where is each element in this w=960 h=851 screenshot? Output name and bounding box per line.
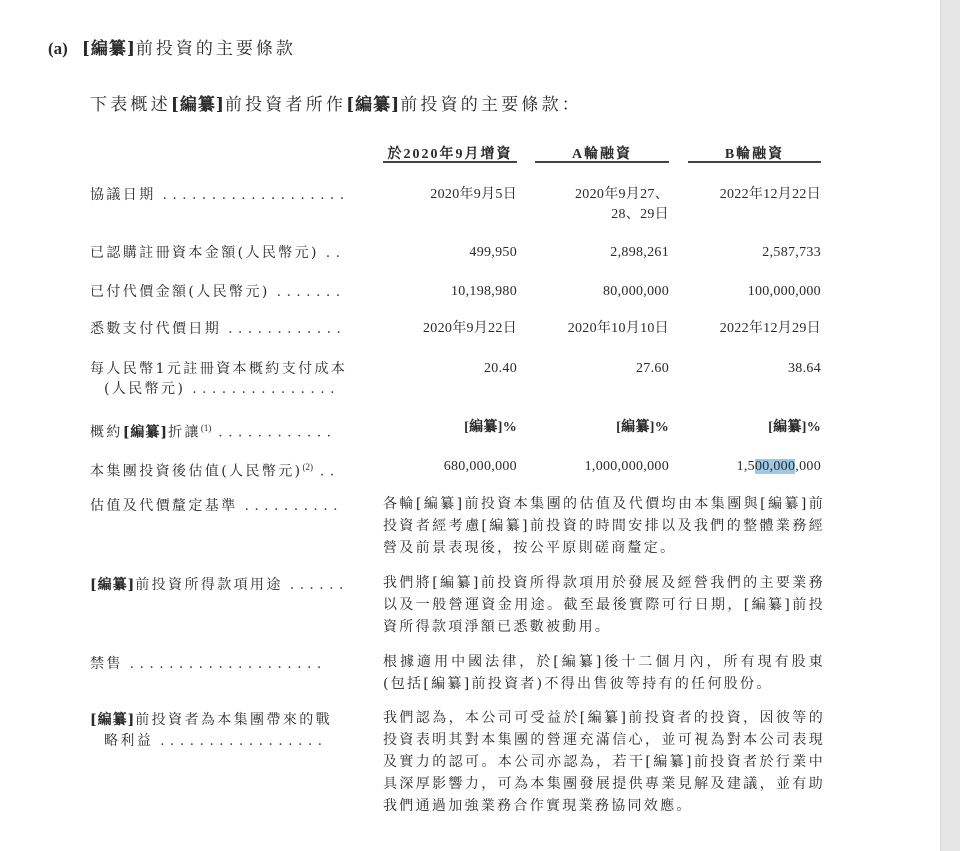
intro-text: 前投資的主要條款： — [400, 95, 583, 115]
label-text: 悉數支付代價日期 — [90, 321, 222, 337]
section-heading — [48, 34, 296, 59]
cell-subscribed-capital-col1: 499,950 — [469, 245, 517, 260]
column-header-series-a — [535, 143, 669, 163]
row-label-strategic-benefits-line2 — [90, 731, 366, 751]
paragraph-valuation-basis: 各輪[編纂]前投資本集團的估值及代價均由本集團與[編纂]前投資者經考慮[編纂]前投資的時間安排以及我們的整體業務經營及前景表現後，按公平原則磋商釐定。 — [383, 496, 825, 556]
footnote-marker: (2) — [302, 462, 314, 472]
cell-cost-per-rmb-col2: 27.60 — [636, 361, 669, 376]
header-text: 2020 — [403, 147, 440, 162]
valuation-text: 1,5 — [736, 459, 755, 474]
paragraph-use-of-proceeds: 我們將[編纂]前投資所得款項用於發展及經營我們的主要業務以及一般營運資金用途。截至最後實際可行日期，[編纂]前投資所得款項淨額已悉數被動用。 — [383, 575, 825, 635]
dot-leader: ....... — [276, 284, 346, 300]
dot-leader: ............ — [228, 321, 347, 337]
label-text: 已認購註冊資本金額(人民幣元) — [90, 245, 319, 261]
cell-subscribed-capital-col2: 2,898,261 — [610, 245, 669, 260]
redacted-mark: [編纂] — [346, 95, 401, 115]
label-text: 本集團投資後估值(人民幣元) — [90, 463, 303, 480]
row-label-cost-per-rmb-line2 — [90, 379, 366, 399]
row-label-full-payment-date — [90, 319, 366, 339]
header-text: 月增資 — [464, 147, 513, 162]
label-text: 已付代價金額(人民幣元) — [90, 284, 270, 300]
cell-full-payment-date-col2: 2020年10月10日 — [567, 321, 669, 336]
header-text: B — [724, 147, 737, 162]
dot-leader: ............ — [218, 424, 337, 441]
cell-valuation-col1: 680,000,000 — [443, 459, 517, 474]
cell-consideration-paid-col1: 10,198,980 — [451, 284, 517, 299]
cell-full-payment-date-col1: 2020年9月22日 — [423, 321, 517, 336]
dot-leader: .................... — [129, 656, 327, 672]
intro-text: 前投資者所作 — [224, 95, 347, 115]
section-title: 前投資的主要條款 — [135, 39, 296, 59]
cell-consideration-paid-col3: 100,000,000 — [747, 284, 821, 299]
redacted-mark: [編纂] — [90, 712, 136, 728]
redacted-mark: [編纂] — [90, 577, 136, 593]
label-text: 略利益 — [104, 733, 154, 749]
cell-cost-per-rmb-col1: 20.40 — [484, 361, 517, 376]
cell-discount-col3: [編纂]% — [768, 420, 821, 435]
header-text: 於 — [387, 147, 404, 162]
cell-discount-col1: [編纂]% — [464, 420, 517, 435]
header-text: A — [571, 147, 585, 162]
label-text: 前投資者為本集團帶來的戰 — [135, 712, 333, 728]
row-label-subscribed-capital — [90, 243, 366, 263]
cell-agreement-date-col2-line2: 28、29日 — [611, 207, 669, 222]
cell-full-payment-date-col3: 2022年12月29日 — [719, 321, 821, 336]
cell-agreement-date-col1: 2020年9月5日 — [430, 187, 517, 202]
label-text: 折讓 — [168, 424, 201, 441]
column-header-series-b — [688, 143, 821, 163]
header-text: 9 — [455, 147, 465, 162]
cell-discount-col2: [編纂]% — [616, 420, 669, 435]
cell-cost-per-rmb-col3: 38.64 — [788, 361, 821, 376]
header-text: 年 — [439, 147, 456, 162]
label-text: 估值及代價釐定基準 — [90, 498, 238, 514]
row-label-lock-up — [90, 654, 366, 674]
label-text: (人民幣元) — [104, 381, 186, 397]
footnote-marker: (1) — [200, 423, 212, 433]
row-label-post-money-valuation — [90, 457, 366, 482]
section-marker: (a) — [48, 39, 68, 58]
redacted-mark: [編纂] — [122, 424, 169, 441]
label-text: 前投資所得款項用途 — [135, 577, 283, 593]
intro-text: 下表概述 — [90, 95, 171, 115]
header-text: 輪融資 — [736, 147, 785, 162]
row-label-consideration-paid — [90, 282, 366, 302]
header-text: 輪融資 — [584, 147, 633, 162]
row-label-valuation-basis — [90, 496, 366, 516]
paragraph-lock-up: 根據適用中國法律，於[編纂]後十二個月內，所有現有股東(包括[編纂]前投資者)不得出售彼等持有的任何股份。 — [383, 654, 825, 692]
row-label-strategic-benefits — [90, 710, 366, 730]
dot-leader: ............... — [192, 381, 340, 397]
cell-valuation-col2: 1,000,000,000 — [584, 459, 669, 474]
dot-leader: ................. — [160, 733, 328, 749]
cell-agreement-date-col2: 2020年9月27、 — [575, 187, 669, 202]
dot-leader: .. — [325, 245, 346, 261]
redacted-mark: [編纂] — [170, 95, 225, 115]
redacted-mark: [編纂] — [81, 39, 136, 59]
row-label-agreement-date — [90, 185, 366, 205]
row-label-discount — [90, 418, 366, 443]
paragraph-strategic-benefits: 我們認為，本公司可受益於[編纂]前投資者的投資，因彼等的投資表明其對本集團的營運充滿信心，並可視為對本公司表現及實力的認可。本公司亦認為，若干[編纂]前投資者於行業中具深厚影響力，可為本集團發展提供專業見解及建議，並有助我們通過加強業務合作實現業務協同效應。 — [383, 710, 825, 814]
cell-valuation-col3[interactable] — [688, 457, 821, 477]
cell-agreement-date-col3: 2022年12月22日 — [719, 187, 821, 202]
label-text: 協議日期 — [90, 187, 156, 203]
intro-sentence — [90, 90, 582, 115]
row-label-cost-per-rmb — [90, 359, 366, 379]
dot-leader: ................... — [162, 187, 350, 203]
column-header-sept-2020-capital-increase — [383, 143, 517, 163]
label-text: 概約 — [90, 424, 123, 441]
label-text: 每人民幣1元註冊資本概約支付成本 — [90, 361, 348, 377]
label-text: 禁售 — [90, 656, 123, 672]
cell-subscribed-capital-col3: 2,587,733 — [762, 245, 821, 260]
cell-consideration-paid-col2: 80,000,000 — [603, 284, 669, 299]
text-selection-highlight[interactable]: 00,000 — [754, 459, 796, 474]
valuation-text: ,000 — [795, 459, 821, 474]
scrollbar-track[interactable] — [940, 0, 960, 851]
dot-leader: ...... — [289, 577, 349, 593]
row-label-use-of-proceeds — [90, 575, 366, 595]
dot-leader: .. — [319, 463, 340, 480]
dot-leader: .......... — [244, 498, 343, 514]
